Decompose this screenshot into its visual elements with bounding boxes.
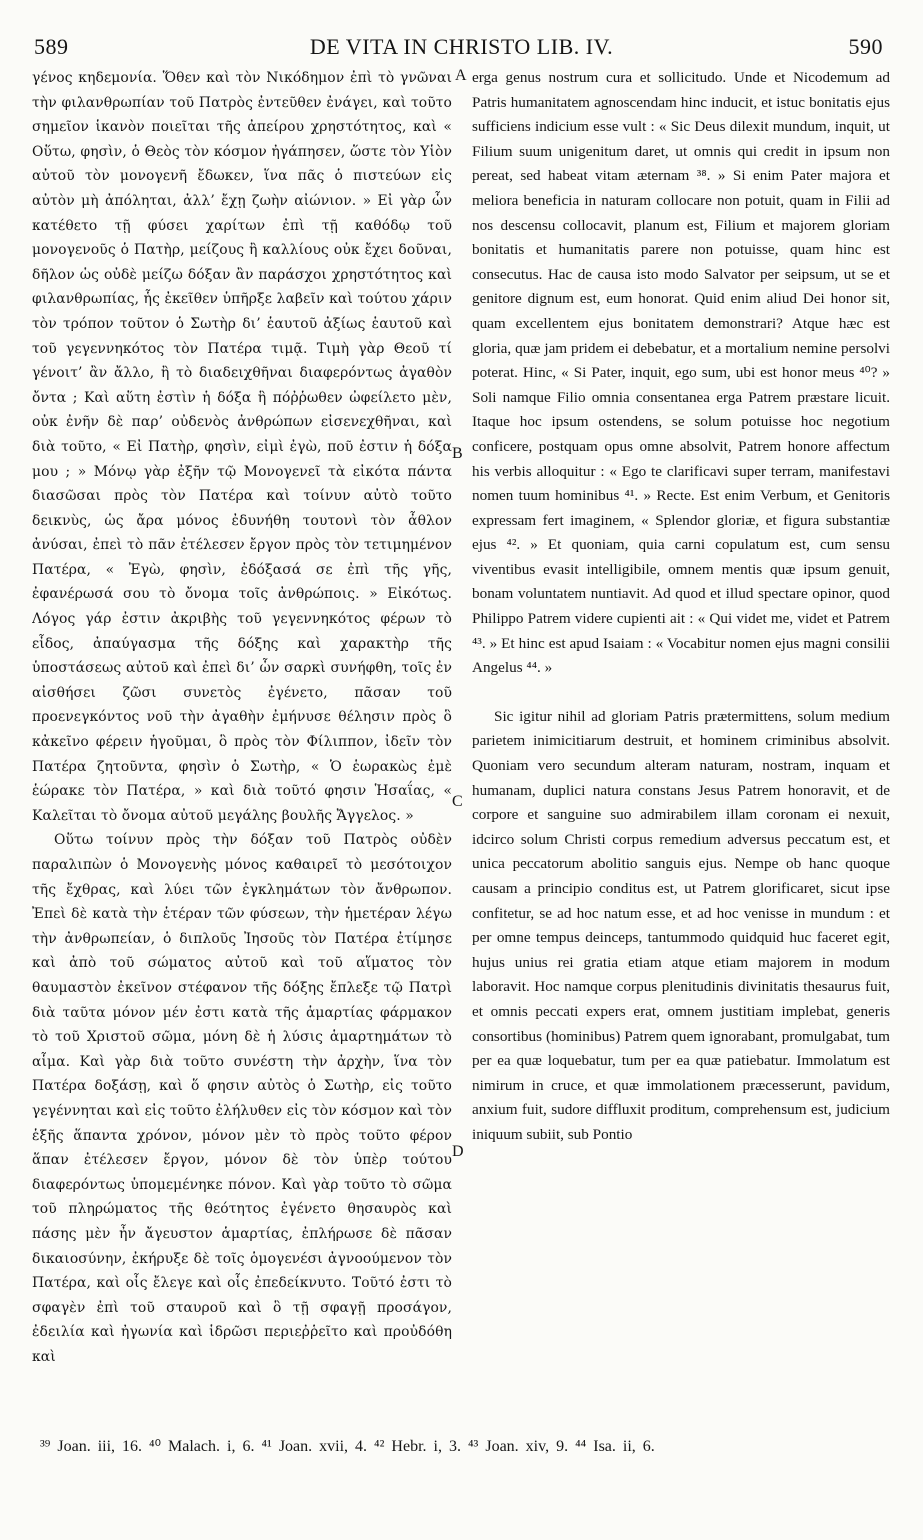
section-marker-d: D [452,1143,464,1160]
running-title: DE VITA IN CHRISTO LIB. IV. [309,34,614,59]
greek-paragraph-2: Οὕτω τοίνυν πρὸς τὴν δόξαν τοῦ Πατρὸς οὐδὲν παραλιπὼν ὁ Μονογενὴς μόνος καθαιρεῖ τὸ μεσότοιχον τῆς ἔχθρας, καὶ λύει τῶν ἐγκλημάτων τὸν ἄνθρωπον. Ἐπεὶ δὲ κατὰ τὴν ἑτέραν τῶν φύσεων, τὴν ἡμετέραν λέγω τὴν ἀνθρωπείαν, ὁ διπλοῦς Ἰησοῦς τὸν Πατέρα ἐτίμησε καὶ ἀπὸ τοῦ σώματος αὐτοῦ καὶ τοῦ αἵματος τὸν θαυμαστὸν ἐκεῖνον στέφανον τῆς δόξης ἔπλεξε τῷ Πατρὶ διὰ ταῦτα μόνον μέν ἐστι κατὰ τῆς ἁμαρτίας φάρμακον τὸ τοῦ Χριστοῦ σῶμα, μόνη δὲ ἡ λύσις ἁμαρτημάτων τὸ αἷμα. Καὶ γὰρ διὰ τοῦτο συνέστη τὴν ἀρχὴν, ἵνα τὸν Πατέρα δοξάσῃ, καὶ ὅ φησιν αὐτὸς ὁ Σωτὴρ, εἰς τοῦτο γεγέννηται καὶ εἰς τοῦτο ἐλήλυθεν εἰς τὸν κόσμον καὶ τὸν ἑξῆς ἅπαντα χρόνον, μόνον μὲν τὸ πρὸς τοῦτο φέρον ἅπαν ἐτέλεσεν ἔργον, μόνον δὲ τὸν ὑπὲρ τούτου διαφερόντως ὑπομεμένηκε πόνον. Καὶ γὰρ τοῦτο τὸ σῶμα τοῦ πληρώματος τῆς θεότητος ἐγένετο θησαυρὸς καὶ πάσης μὲν ἦν ἄγευστον ἁμαρτίας, ἐπλήρωσε δὲ πᾶσαν δικαιοσύνην, ἐκήρυξε δὲ τοῖς ὁμογενέσι ἀγνοούμενον τὸν Πατέρα, καὶ οἷς ἔλεγε καὶ οἷς ἐπεδείκνυτο. Τοῦτό ἐστι τὸ σφαγὲν ἐπὶ τοῦ σταυροῦ καὶ ὃ τῇ σφαγῇ προσάγον, ἐδειλία καὶ ἠγωνία καὶ ἱδρῶσι περιεῤῥεῖτο καὶ προὐδόθη καὶ [32,832,452,1365]
footnotes: ³⁹ Joan. iii, 16. ⁴⁰ Malach. i, 6. ⁴¹ Joan. xvii, 4. ⁴² Hebr. i, 3. ⁴³ Joan. xiv, 9. ⁴⁴ Isa. ii, 6. [40,1438,655,1455]
section-marker-c: C [452,793,463,810]
running-header [30,34,893,64]
latin-column [472,66,890,1406]
latin-paragraph-1: erga genus nostrum cura et sollicitudo. Unde et Nicodemum ad Patris humanitatem agnoscendam hinc inducit, et istuc bonitatis ejus sufficiens indicium esse vult : « Sic Deus dilexit mundum, inquit, ut Filium suum unigenitum daret, ut omnis qui credit in ipsum non pereat, sed habeat vitam æternam ³⁸. » Si enim Pater majora et meliora beneficia in naturam collocare non potuit, quam in Filii ad nos descensu collocavit, planum est, Filium et majorem gloriam bonitatis et humanitatis parere non potuisse, quam hinc est consecutus. Hac de causa isto modo Salvator per seipsum, ut se et genitore dignum est, eum honorat. Quid enim aliud Dei honor sit, quam excellentem ejus bonitatem demonstrari? Atque hæc est gloria, quæ jam pridem ei debebatur, et a mortalium nemine persolvi poterat. Hinc, « Si Pater, inquit, ego sum, ubi est honor meus ⁴⁰? » Soli namque Filio omnia consentanea erga Patrem præstare licuit. Itaque hoc ipsum ostendens, se solum potuisse hoc negotium conficere, postquam opus omne absolvit, Patrem honore affectum his verbis alloquitur : « Ego te clarificavi super terram, manifestavi nomen tuum hominibus ⁴¹. » Recte. Est enim Verbum, et Genitoris expressam fert imaginem, « Splendor gloriæ, et figura substantiæ ejus ⁴². » Et quoniam, quia carni copulatum est, cum sensu viventibus evasit intelligibile, omnem mentis quæ ipsum genuit, bonam voluntatem nuntiavit. Ad quod et illud spectare opinor, quod Philippo Patrem videre cupienti ait : « Qui videt me, videt et Patrem ⁴³. » Et hinc est apud Isaiam : « Vocabitur nomen ejus magni consilii Angelus ⁴⁴. » [472,69,890,677]
latin-paragraph-2: Sic igitur nihil ad gloriam Patris prætermittens, solum medium parietem inimicitiarum destruit, et hominem criminibus absolvit. Quoniam vero secundum alteram naturam, nostram, inquam et humanam, duplici natura constans Jesus Patrem honoravit, et de corpore et sanguine suo admirabilem illam coronam ei nexuit, idcirco solum Christi corpus remedium adversus peccatum est, et unica peccatorum abolitio sanguis ejus. Nempe ob hanc quoque causam a principio conditus est, ut Patrem glorificaret, sicut ipse confitetur, se ad hoc natum esse, et ad hoc venisse in mundum : et per omne tempus deinceps, tantummodo quidquid huc faceret egit, hujus unius rei gratia etiam atque etiam majorem in modum laboravit. Hoc namque corpus plenitudinis divinitatis thesaurus fuit, et omnis peccati expers erat, omnem justitiam implebat, generis consortibus (hominibus) Patrem quem ignorabant, promulgabat, tum per ea quæ loquebatur, tum per ea quæ patiebatur. Immolatum est nimirum in cruce, et quæ immolationem præcesserunt, pavidum, anxium fuit, sudore diffluxit proditum, comprehensum est, judicium iniquum subiit, sub Pontio [472,707,890,1143]
greek-paragraph-1: γένος κηδεμονία. Ὅθεν καὶ τὸν Νικόδημον ἐπὶ τὸ γνῶναι τὴν φιλανθρωπίαν τοῦ Πατρὸς ἐντεῦθεν ἐνάγει, καὶ τοῦτο σημεῖον ἱκανὸν ποιεῖται τῆς ἀπείρου χρηστότητος, καὶ « Οὕτω, φησὶν, ὁ Θεὸς τὸν κόσμον ἠγάπησεν, ὥστε τὸν Υἱὸν αὐτοῦ τὸν μονογενῆ ἔδωκεν, ἵνα πᾶς ὁ πιστεύων εἰς αὐτὸν μὴ ἀπόληται, ἀλλ’ ἔχῃ ζωὴν αἰώνιον. » Εἰ γὰρ ὧν κατέθετο τῇ φύσει χαρίτων ἐπὶ τῇ καθόδῳ τοῦ μονογενοῦς ὁ Πατὴρ, μείζους ἢ καλλίους οὐκ ἔχει δοῦναι, δῆλον ὡς οὐδὲ μείζω δόξαν ἂν παράσχοι χρηστότητος καὶ φιλανθρωπίας, ἧς ἐκεῖθεν ὑπῆρξε λαβεῖν καὶ τούτου χάριν τὸν τρόπον τοῦτον ὁ Σωτὴρ δι’ ἑαυτοῦ ἀξίως ἑαυτοῦ καὶ τοῦ γεγεννηκότος τὸν Πατέρα τιμᾷ. Τιμὴ γὰρ Θεοῦ τί γένοιτ’ ἂν ἄλλο, ἢ τὸ διαδειχθῆναι διαφερόντως ἀγαθὸν ὄντα ; Καὶ αὕτη ἐστὶν ἡ δόξα ἣ πόῤῥωθεν ὠφείλετο μὲν, οὐκ ἐνῆν δὲ παρ’ οὐδενὸς ἀνθρώπων εἰσενεχθῆναι, καὶ διὰ τοῦτο, « Εἰ Πατὴρ, φησὶν, εἰμὶ ἐγὼ, ποῦ ἐστιν ἡ δόξα μου ; » Μόνῳ γὰρ ἐξῆν τῷ Μονογενεῖ τὰ εἰκότα πάντα διασῶσαι πρὸς τὸν Πατέρα καὶ τοίνυν αὐτὸ τοῦτο δεικνὺς, ὡς ἄρα μόνος ἐδυνήθη τουτονὶ τὸν ἆθλον ἀνύσαι, ἐπεὶ τὸ πᾶν ἐτέλεσεν ἔργον πρὸς τὸν τετιμημένον Πατέρα, « Ἐγὼ, φησὶν, ἐδόξασά σε ἐπὶ τῆς γῆς, ἐφανέρωσά σου τὸ ὄνομα τοῖς ἀνθρώποις. » Εἰκότως. Λόγος γάρ ἐστιν ἀκριβὴς τοῦ γεγεννηκότος φέρων τὸ εἶδος, ἀπαύγασμα τῆς δόξης καὶ χαρακτὴρ τῆς ὑποστάσεως αὐτοῦ καὶ ἐπεὶ δι’ ὧν σαρκὶ συνήφθη, τοῖς ἐν αἰσθήσει ζῶσι συνετὸς ἐγένετο, πᾶσαν τοῦ προενεγκόντος νοῦ τὴν ἀγαθὴν ἐμήνυσε θέλησιν πρὸς ὃ κἀκεῖνο φέρειν ἡγοῦμαι, ὃ πρὸς τὸν Φίλιππον, ἰδεῖν τὸν Πατέρα ζητοῦντα, φησὶν ὁ Σωτὴρ, « Ὁ ἑωρακὼς ἐμὲ ἑώρακε τὸν Πατέρα, » καὶ διὰ τοῦτό φησιν Ἡσαΐας, « Καλεῖται τὸ ὄνομα αὐτοῦ μεγάλης βουλῆς Ἄγγελος. » [32,70,452,824]
section-marker-a: A [455,67,467,84]
page-number-left: 589 [34,34,69,59]
page-number-right: 590 [848,34,883,59]
greek-column [32,66,452,1406]
section-marker-b: B [452,445,463,462]
